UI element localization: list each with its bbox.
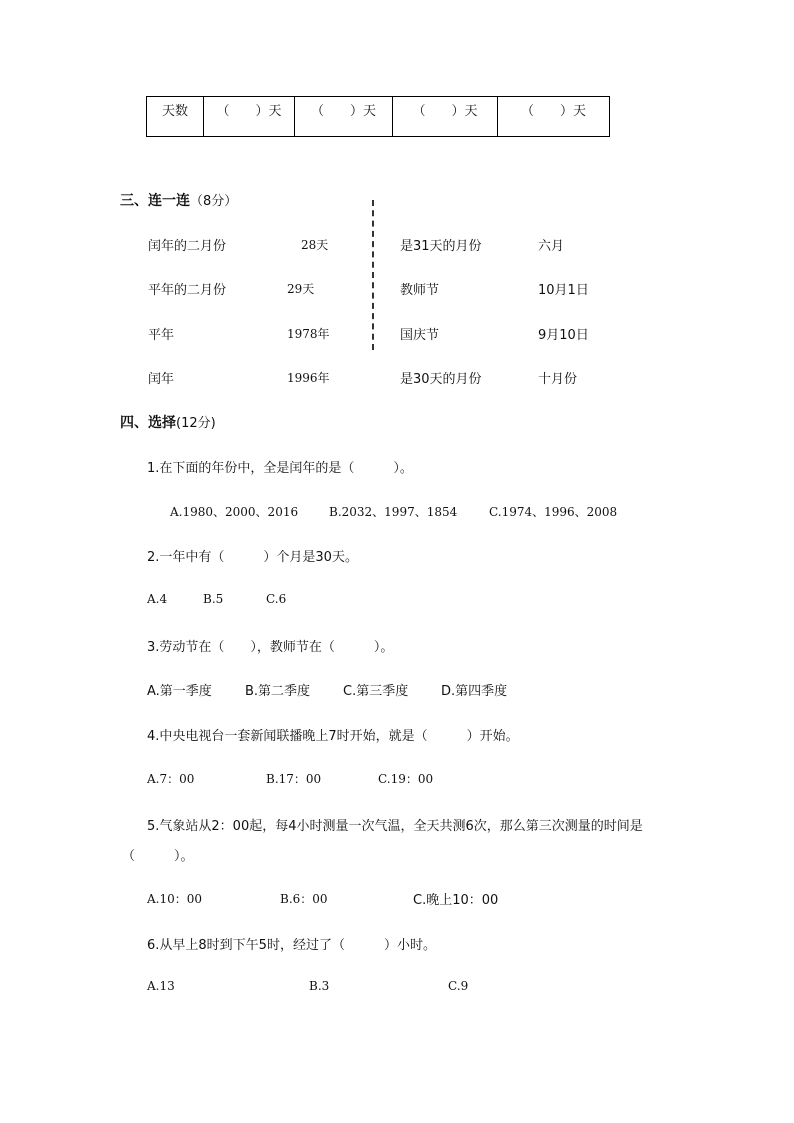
match-right-item[interactable]: 是30天的月份 bbox=[400, 372, 482, 387]
section4-title: 四、选择 bbox=[120, 415, 176, 431]
match-right-item[interactable]: 国庆节 bbox=[400, 328, 440, 343]
option[interactable]: A.4 bbox=[147, 592, 168, 606]
section3-title: 三、连一连 bbox=[120, 193, 190, 209]
match-left-item[interactable]: 平年的二月份 bbox=[148, 283, 227, 298]
option[interactable]: C.19：00 bbox=[378, 772, 434, 786]
match-right-target[interactable]: 六月 bbox=[538, 239, 565, 254]
question-text: 6.从早上8时到下午5时，经过了（ ）小时。 bbox=[147, 938, 436, 953]
option[interactable]: B.2032、1997、1854 bbox=[329, 505, 458, 519]
days-table bbox=[146, 96, 610, 137]
option[interactable]: C.晚上10：00 bbox=[413, 893, 499, 908]
option[interactable]: A.13 bbox=[147, 979, 175, 993]
table-row bbox=[147, 97, 610, 137]
option[interactable]: A.第一季度 bbox=[147, 684, 212, 699]
question-text: 1.在下面的年份中，全是闰年的是（ ）。 bbox=[147, 461, 413, 476]
question-text: 5.气象站从2：00起，每4小时测量一次气温，全天共测6次，那么第三次测量的时间是 bbox=[147, 819, 643, 834]
match-left-item[interactable]: 平年 bbox=[148, 328, 175, 343]
option[interactable]: A.1980、2000、2016 bbox=[170, 505, 299, 519]
match-left-item[interactable]: 闰年的二月份 bbox=[148, 239, 227, 254]
days-blank-cell: （ ）天 bbox=[204, 97, 295, 137]
section4-points: (12分) bbox=[176, 416, 216, 431]
match-left-target[interactable]: 29天 bbox=[287, 282, 315, 296]
days-blank-cell: （ ）天 bbox=[393, 97, 498, 137]
section4-heading bbox=[120, 412, 216, 432]
section3-heading bbox=[120, 190, 237, 210]
question-text-continued: （ ）。 bbox=[122, 849, 194, 864]
option[interactable]: A.7：00 bbox=[147, 772, 195, 786]
match-right-item[interactable]: 教师节 bbox=[400, 283, 440, 298]
days-header-cell: 天数 bbox=[147, 97, 204, 137]
days-blank-cell: （ ）天 bbox=[498, 97, 610, 137]
option[interactable]: C.9 bbox=[448, 979, 469, 993]
question-text: 2.一年中有（ ）个月是30天。 bbox=[147, 550, 358, 565]
match-right-target[interactable]: 10月1日 bbox=[538, 283, 589, 298]
days-blank-cell: （ ）天 bbox=[295, 97, 393, 137]
option[interactable]: B.3 bbox=[309, 979, 330, 993]
match-right-target[interactable]: 十月份 bbox=[538, 372, 578, 387]
section3-points: （8分） bbox=[190, 194, 238, 209]
question-text: 3.劳动节在（ ），教师节在（ ）。 bbox=[147, 640, 394, 655]
option[interactable]: B.5 bbox=[203, 592, 224, 606]
option[interactable]: D.第四季度 bbox=[441, 684, 508, 699]
option[interactable]: B.17：00 bbox=[266, 772, 322, 786]
option[interactable]: C.1974、1996、2008 bbox=[489, 505, 618, 519]
option[interactable]: B.6：00 bbox=[280, 892, 328, 906]
option[interactable]: C.第三季度 bbox=[343, 684, 409, 699]
match-left-target[interactable]: 1996年 bbox=[287, 371, 330, 385]
option[interactable]: C.6 bbox=[266, 592, 287, 606]
match-left-item[interactable]: 闰年 bbox=[148, 372, 175, 387]
dashed-divider bbox=[372, 200, 374, 350]
option[interactable]: A.10：00 bbox=[147, 892, 203, 906]
match-right-item[interactable]: 是31天的月份 bbox=[400, 239, 482, 254]
match-right-target[interactable]: 9月10日 bbox=[538, 328, 589, 343]
match-left-target[interactable]: 1978年 bbox=[287, 327, 330, 341]
question-text: 4.中央电视台一套新闻联播晚上7时开始，就是（ ）开始。 bbox=[147, 729, 519, 744]
option[interactable]: B.第二季度 bbox=[245, 684, 311, 699]
match-left-target[interactable]: 28天 bbox=[301, 238, 329, 252]
